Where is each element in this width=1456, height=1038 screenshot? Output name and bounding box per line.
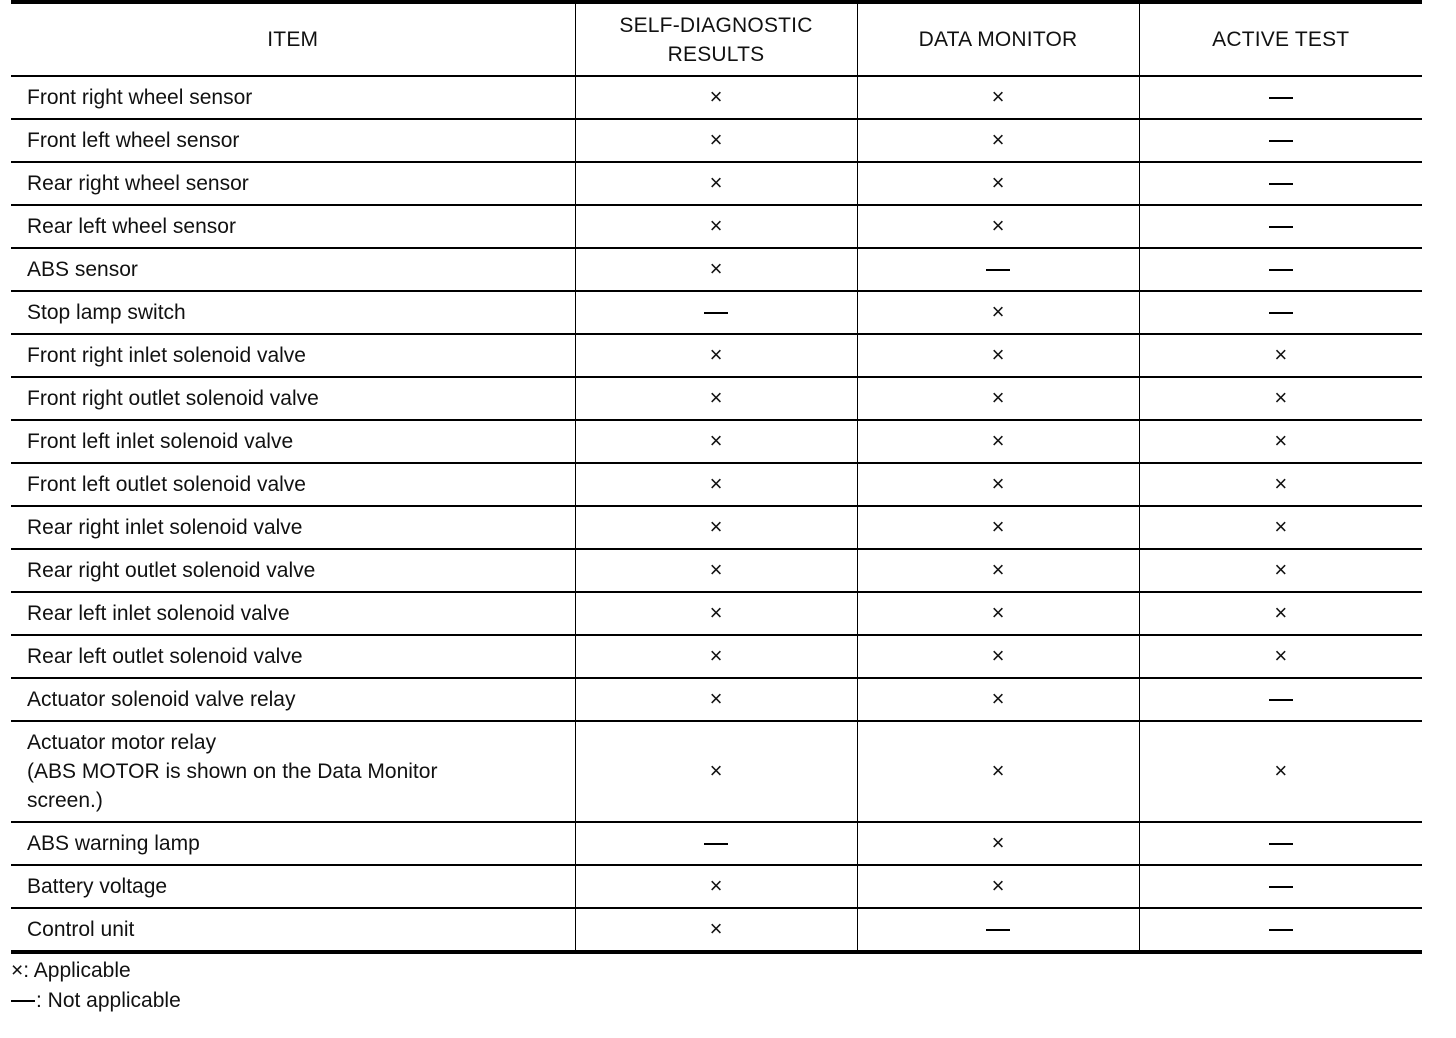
table-row xyxy=(11,76,1422,119)
table-row xyxy=(11,865,1422,908)
active-test-cell xyxy=(1139,865,1422,908)
not-applicable-mark xyxy=(704,843,728,845)
active-test-cell xyxy=(1139,162,1422,205)
data-monitor-cell xyxy=(857,549,1139,592)
table-row xyxy=(11,334,1422,377)
item-cell xyxy=(11,635,575,678)
applicable-mark: × xyxy=(709,212,723,238)
applicable-mark: × xyxy=(709,427,723,453)
active-test-cell xyxy=(1139,76,1422,119)
table-row xyxy=(11,908,1422,952)
self-diagnostic-cell xyxy=(575,291,857,334)
data-monitor-cell xyxy=(857,635,1139,678)
item-cell xyxy=(11,908,575,952)
applicable-mark: × xyxy=(991,685,1005,711)
item-label: Front right inlet solenoid valve xyxy=(27,343,306,367)
item-label: Actuator motor relay xyxy=(27,731,217,754)
not-applicable-text: : Not applicable xyxy=(36,989,181,1012)
applicable-mark: × xyxy=(991,642,1005,668)
self-diagnostic-cell xyxy=(575,162,857,205)
self-diagnostic-cell xyxy=(575,721,857,822)
item-cell xyxy=(11,377,575,420)
active-test-cell xyxy=(1139,506,1422,549)
item-label: Rear right inlet solenoid valve xyxy=(27,515,303,539)
applicable-mark: × xyxy=(1274,757,1288,783)
data-monitor-cell xyxy=(857,334,1139,377)
self-diagnostic-cell xyxy=(575,865,857,908)
applicable-mark: × xyxy=(991,341,1005,367)
data-monitor-cell xyxy=(857,420,1139,463)
active-test-cell xyxy=(1139,822,1422,865)
active-test-cell xyxy=(1139,248,1422,291)
diagnostic-function-table xyxy=(11,0,1422,954)
applicable-mark: × xyxy=(709,470,723,496)
item-label: Front left inlet solenoid valve xyxy=(27,429,294,453)
data-monitor-cell xyxy=(857,592,1139,635)
active-test-cell xyxy=(1139,908,1422,952)
active-test-cell xyxy=(1139,119,1422,162)
item-cell xyxy=(11,822,575,865)
table-row xyxy=(11,291,1422,334)
not-applicable-mark xyxy=(1269,886,1293,888)
table-row xyxy=(11,506,1422,549)
data-monitor-cell xyxy=(857,162,1139,205)
item-cell xyxy=(11,463,575,506)
data-monitor-cell xyxy=(857,291,1139,334)
table-row xyxy=(11,592,1422,635)
not-applicable-mark xyxy=(1269,140,1293,142)
item-label: Front right wheel sensor xyxy=(27,85,253,109)
data-monitor-cell xyxy=(857,248,1139,291)
self-diagnostic-cell xyxy=(575,334,857,377)
not-applicable-mark xyxy=(1269,843,1293,845)
not-applicable-mark xyxy=(1269,183,1293,185)
applicable-mark: × xyxy=(709,599,723,625)
data-monitor-cell xyxy=(857,76,1139,119)
item-label: Stop lamp switch xyxy=(27,300,186,324)
applicable-mark: × xyxy=(709,83,723,109)
applicable-mark: × xyxy=(709,126,723,152)
applicable-text: : Applicable xyxy=(23,959,131,982)
applicable-mark: × xyxy=(1274,384,1288,410)
item-cell xyxy=(11,334,575,377)
applicable-mark: × xyxy=(1274,427,1288,453)
item-label: Rear left outlet solenoid valve xyxy=(27,644,303,668)
table-row xyxy=(11,248,1422,291)
data-monitor-cell xyxy=(857,463,1139,506)
legend xyxy=(11,956,181,1016)
self-diagnostic-cell xyxy=(575,592,857,635)
header-self-diagnostic-line2: RESULTS xyxy=(667,42,765,66)
applicable-mark: × xyxy=(709,169,723,195)
not-applicable-mark xyxy=(986,269,1010,271)
active-test-cell xyxy=(1139,377,1422,420)
table-row xyxy=(11,377,1422,420)
table-body xyxy=(11,76,1422,952)
active-test-cell xyxy=(1139,549,1422,592)
applicable-symbol: × xyxy=(11,959,24,982)
table-row xyxy=(11,822,1422,865)
item-cell xyxy=(11,721,575,822)
active-test-cell xyxy=(1139,420,1422,463)
active-test-cell xyxy=(1139,205,1422,248)
self-diagnostic-cell xyxy=(575,420,857,463)
item-label: ABS warning lamp xyxy=(27,831,200,855)
item-label: Front right outlet solenoid valve xyxy=(27,386,319,410)
applicable-mark: × xyxy=(991,513,1005,539)
self-diagnostic-cell xyxy=(575,635,857,678)
data-monitor-cell xyxy=(857,721,1139,822)
header-self-diagnostic-results xyxy=(575,2,857,76)
table-row xyxy=(11,678,1422,721)
legend-not-applicable xyxy=(11,986,181,1016)
self-diagnostic-cell xyxy=(575,377,857,420)
applicable-mark: × xyxy=(991,126,1005,152)
header-row xyxy=(11,2,1422,76)
applicable-mark: × xyxy=(709,915,723,941)
not-applicable-mark xyxy=(1269,312,1293,314)
item-cell xyxy=(11,678,575,721)
active-test-cell xyxy=(1139,721,1422,822)
self-diagnostic-cell xyxy=(575,549,857,592)
table-row xyxy=(11,463,1422,506)
legend-applicable xyxy=(11,956,181,986)
header-self-diagnostic-line1: SELF-DIAGNOSTIC xyxy=(619,13,813,37)
applicable-mark: × xyxy=(709,341,723,367)
item-cell xyxy=(11,865,575,908)
applicable-mark: × xyxy=(991,599,1005,625)
applicable-mark: × xyxy=(991,556,1005,582)
self-diagnostic-cell xyxy=(575,506,857,549)
applicable-mark: × xyxy=(709,384,723,410)
header-item-label: ITEM xyxy=(267,28,319,51)
self-diagnostic-cell xyxy=(575,908,857,952)
active-test-cell xyxy=(1139,678,1422,721)
self-diagnostic-cell xyxy=(575,463,857,506)
item-cell xyxy=(11,205,575,248)
header-active-test xyxy=(1139,2,1422,76)
data-monitor-cell xyxy=(857,377,1139,420)
applicable-mark: × xyxy=(991,427,1005,453)
item-cell xyxy=(11,592,575,635)
table-row xyxy=(11,635,1422,678)
not-applicable-mark xyxy=(1269,97,1293,99)
applicable-mark: × xyxy=(991,470,1005,496)
item-cell xyxy=(11,76,575,119)
not-applicable-mark xyxy=(704,312,728,314)
item-cell xyxy=(11,549,575,592)
item-cell xyxy=(11,119,575,162)
active-test-cell xyxy=(1139,635,1422,678)
data-monitor-cell xyxy=(857,822,1139,865)
applicable-mark: × xyxy=(1274,556,1288,582)
header-data-monitor xyxy=(857,2,1139,76)
item-label: Control unit xyxy=(27,917,135,941)
header-active-test-label: ACTIVE TEST xyxy=(1212,28,1350,51)
item-label: Actuator solenoid valve relay xyxy=(27,687,296,711)
applicable-mark: × xyxy=(991,384,1005,410)
applicable-mark: × xyxy=(991,298,1005,324)
item-label: Rear left wheel sensor xyxy=(27,214,236,238)
data-monitor-cell xyxy=(857,205,1139,248)
item-cell xyxy=(11,506,575,549)
self-diagnostic-cell xyxy=(575,678,857,721)
item-label: screen.) xyxy=(27,789,103,812)
applicable-mark: × xyxy=(1274,470,1288,496)
self-diagnostic-cell xyxy=(575,248,857,291)
item-label: Front left outlet solenoid valve xyxy=(27,472,306,496)
applicable-mark: × xyxy=(1274,642,1288,668)
item-cell xyxy=(11,248,575,291)
data-monitor-cell xyxy=(857,678,1139,721)
header-data-monitor-label: DATA MONITOR xyxy=(918,28,1078,51)
diagnostic-function-table-container xyxy=(11,0,1422,954)
self-diagnostic-cell xyxy=(575,119,857,162)
active-test-cell xyxy=(1139,334,1422,377)
table-row xyxy=(11,420,1422,463)
applicable-mark: × xyxy=(709,757,723,783)
applicable-mark: × xyxy=(709,685,723,711)
applicable-mark: × xyxy=(1274,513,1288,539)
item-label: (ABS MOTOR is shown on the Data Monitor xyxy=(27,760,438,783)
applicable-mark: × xyxy=(991,169,1005,195)
applicable-mark: × xyxy=(709,513,723,539)
data-monitor-cell xyxy=(857,119,1139,162)
table-row xyxy=(11,205,1422,248)
item-label: Rear left inlet solenoid valve xyxy=(27,601,290,625)
not-applicable-mark xyxy=(1269,929,1293,931)
applicable-mark: × xyxy=(709,556,723,582)
not-applicable-mark xyxy=(1269,226,1293,228)
active-test-cell xyxy=(1139,592,1422,635)
table-row xyxy=(11,119,1422,162)
item-cell xyxy=(11,420,575,463)
not-applicable-mark xyxy=(1269,699,1293,701)
header-item xyxy=(11,2,575,76)
active-test-cell xyxy=(1139,463,1422,506)
data-monitor-cell xyxy=(857,506,1139,549)
applicable-mark: × xyxy=(1274,341,1288,367)
applicable-mark: × xyxy=(991,829,1005,855)
applicable-mark: × xyxy=(709,642,723,668)
data-monitor-cell xyxy=(857,908,1139,952)
not-applicable-mark xyxy=(986,929,1010,931)
applicable-mark: × xyxy=(991,83,1005,109)
table-row xyxy=(11,721,1422,822)
item-label: ABS sensor xyxy=(27,257,138,281)
item-label: Rear right outlet solenoid valve xyxy=(27,558,316,582)
self-diagnostic-cell xyxy=(575,76,857,119)
item-label: Rear right wheel sensor xyxy=(27,171,249,195)
table-row xyxy=(11,162,1422,205)
applicable-mark: × xyxy=(991,212,1005,238)
applicable-mark: × xyxy=(991,872,1005,898)
item-label: Battery voltage xyxy=(27,874,168,898)
self-diagnostic-cell xyxy=(575,205,857,248)
table-header xyxy=(11,2,1422,76)
applicable-mark: × xyxy=(709,255,723,281)
item-cell xyxy=(11,291,575,334)
table-row xyxy=(11,549,1422,592)
not-applicable-symbol xyxy=(11,1000,35,1002)
applicable-mark: × xyxy=(709,872,723,898)
item-cell xyxy=(11,162,575,205)
applicable-mark: × xyxy=(1274,599,1288,625)
data-monitor-cell xyxy=(857,865,1139,908)
not-applicable-mark xyxy=(1269,269,1293,271)
item-label: Front left wheel sensor xyxy=(27,128,240,152)
self-diagnostic-cell xyxy=(575,822,857,865)
active-test-cell xyxy=(1139,291,1422,334)
applicable-mark: × xyxy=(991,757,1005,783)
